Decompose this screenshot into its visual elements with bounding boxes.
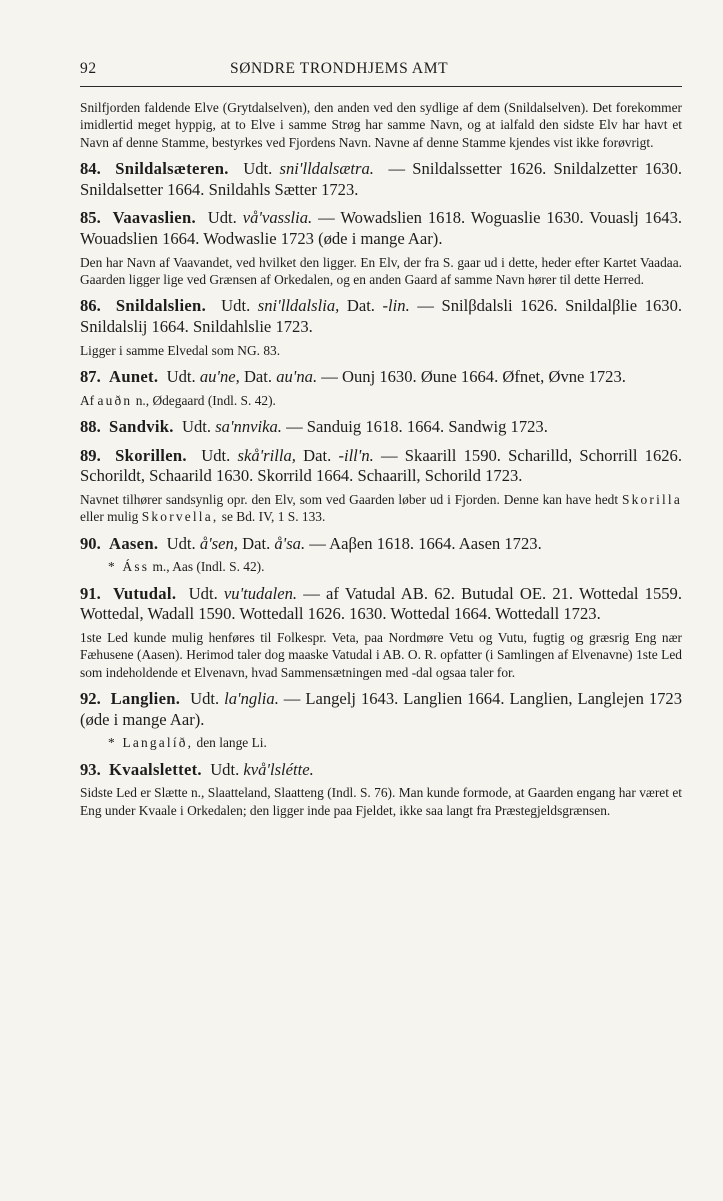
- udt-label: Udt.: [201, 445, 231, 465]
- historical-forms: — Skaarill 1590. Scharilld, Schorrill 1626. Schorildt, Schaarild 1630. Skorrild 1664. Schaarill, Schorild 1723.: [80, 445, 683, 486]
- historical-forms: — Snildalssetter 1626. Snildalzetter 1630. Snildalsetter 1664. Snildahls Sætter 1723.: [80, 159, 683, 199]
- entry-note: Ligger i samme Elvedal som NG. 83.: [80, 342, 281, 358]
- pronunciation: vu'tudalen.: [223, 583, 298, 603]
- pronunciation: au'ne,: [199, 367, 240, 386]
- entry-name: Skorillen.: [115, 445, 187, 465]
- udt-label: Udt.: [221, 296, 251, 316]
- dat-label: Dat.: [303, 445, 332, 465]
- page-number: 92: [80, 60, 97, 77]
- historical-forms: — af Vatudal AB. 62. Butudal OE. 21. Wottedal 1559. Wottedal, Wadall 1590. Wottedall 1626. 1630. Wottedal 1664. Wottedall 1723.: [80, 583, 682, 624]
- entry-note: * Langalíð, den lange Li.: [108, 735, 267, 751]
- pronunciation: la'nglia.: [224, 689, 279, 708]
- entry-note: * Áss m., Aas (Indl. S. 42).: [108, 559, 265, 575]
- dative-form: å'sa.: [274, 533, 306, 553]
- entry-number: 89.: [80, 445, 101, 465]
- udt-label: Udt.: [207, 208, 237, 228]
- entry-number: 93.: [80, 759, 101, 779]
- pronunciation: vå'vasslia.: [242, 208, 313, 228]
- dat-label: Dat.: [242, 533, 271, 553]
- pronunciation: kvå'lslétte.: [243, 759, 314, 779]
- udt-label: Udt.: [166, 367, 196, 386]
- udt-label: Udt.: [243, 159, 273, 179]
- intro-paragraph: Snilfjorden faldende Elve (Grytdalselven), den anden ved den sydlige af dem (Snildalselven). Det forekommer imidlertid meget hyppig, at to Elve i samme Strøg har samme Navn, og at ialfald den sidste Elv har havt et Navn af denne Stamme, bestyrkes ved Fjordens Navn. Navne af denne Stamme kjendes vist ikke forøvrigt.: [80, 100, 682, 150]
- entry-name: Sandvik.: [109, 417, 174, 436]
- entry-number: 84.: [80, 159, 101, 179]
- entry-91: [80, 584, 682, 681]
- pronunciation: sni'lldalsætra.: [279, 159, 374, 179]
- entry-number: 86.: [80, 296, 101, 316]
- entry-name: Aunet.: [109, 367, 159, 386]
- entry-note: Den har Navn af Vaavandet, ved hvilket den ligger. En Elv, der fra S. gaar ud i dette, heder efter Kartet Vaadaa. Gaarden ligger lige ved Grænsen af Orkedalen, og en anden Gaard af samme Navn hører til dette Herred.: [80, 254, 682, 287]
- udt-label: Udt.: [188, 583, 218, 603]
- entry-89: [80, 446, 682, 526]
- entry-number: 87.: [80, 367, 101, 386]
- dat-label: Dat.: [243, 367, 273, 386]
- entry-90: [80, 534, 682, 576]
- entry-name: Langlien.: [110, 689, 181, 708]
- entry-name: Snildalsæteren.: [115, 159, 229, 179]
- udt-label: Udt.: [210, 759, 240, 779]
- dative-form: -lin.: [382, 296, 410, 316]
- entry-name: Kvaalslettet.: [109, 759, 202, 779]
- pronunciation: sni'lldalslia,: [257, 296, 340, 316]
- udt-label: Udt.: [166, 533, 196, 553]
- historical-forms: — Ounj 1630. Øune 1664. Øfnet, Øvne 1723.: [321, 367, 626, 386]
- dat-label: Dat.: [346, 296, 375, 316]
- entry-number: 88.: [80, 417, 101, 436]
- pronunciation: skå'rilla,: [237, 445, 296, 465]
- etymon: auðn: [97, 392, 133, 408]
- page: [80, 60, 682, 819]
- entry-84: [80, 159, 682, 200]
- pronunciation: sa'nnvika.: [215, 417, 282, 436]
- dative-form: au'na.: [276, 367, 318, 386]
- pronunciation: å'sen,: [199, 533, 238, 553]
- entry-92: [80, 689, 682, 752]
- entry-87: [80, 367, 682, 409]
- udt-label: Udt.: [190, 689, 220, 708]
- historical-forms: — Langelj 1643. Langlien 1664. Langlien, Langlejen 1723 (øde i mange Aar).: [80, 689, 683, 729]
- entry-name: Aasen.: [109, 533, 159, 553]
- entry-name: Vutudal.: [113, 583, 177, 603]
- running-title: SØNDRE TRONDHJEMS AMT: [230, 60, 449, 77]
- dative-form: -ill'n.: [338, 445, 374, 465]
- entry-name: Vaavaslien.: [112, 208, 196, 228]
- entry-number: 90.: [80, 533, 101, 553]
- historical-forms: — Sanduig 1618. 1664. Sandwig 1723.: [286, 417, 548, 436]
- historical-forms: — Snilβdalsli 1626. Snildalβlie 1630. Snildalslij 1664. Snildahlslie 1723.: [80, 296, 683, 336]
- page-header: [80, 60, 682, 87]
- entry-note: Navnet tilhører sandsynlig opr. den Elv, som ved Gaarden løber ud i Fjorden. Denne kan have hedt Skorilla eller mulig Skorvella, se Bd. IV, 1 S. 133.: [80, 491, 682, 525]
- entry-93: [80, 760, 682, 819]
- entry-number: 85.: [80, 208, 101, 228]
- historical-forms: — Aaβen 1618. 1664. Aasen 1723.: [309, 533, 542, 553]
- entry-88: [80, 417, 682, 438]
- historical-forms: — Wowadslien 1618. Woguaslie 1630. Vouaslj 1643. Wouadslien 1664. Wodwaslie 1723 (øde i mange Aar).: [80, 208, 683, 248]
- entry-note: 1ste Led kunde mulig henføres til Folkespr. Veta, paa Nordmøre Vetu og Vutu, fugtig og græsrig Eng nær Fæhusene (Aasen). Herimod taler dog maaske Vatudal i AB. O. R. opfatter (i Samlingen af Elvenavne) 1ste Led som indeholdende et Elvenavn, hvad Sammensætningen med -dal ogsaa taler for.: [80, 629, 682, 680]
- udt-label: Udt.: [182, 417, 212, 436]
- entry-number: 91.: [80, 583, 101, 603]
- entry-85: [80, 208, 682, 288]
- entry-note: Sidste Led er Slætte n., Slaatteland, Slaatteng (Indl. S. 76). Man kunde formode, at Gaarden engang har været et Eng under Kvaale i Orkedalen; den ligger inde paa Fjeldet, ikke saa langt fra Præstegjeldsgrænsen.: [80, 785, 682, 818]
- entry-86: [80, 296, 682, 359]
- entry-name: Snildalslien.: [115, 296, 207, 316]
- entry-note: Af auðn n., Ødegaard (Indl. S. 42).: [80, 392, 276, 408]
- entry-number: 92.: [80, 689, 101, 708]
